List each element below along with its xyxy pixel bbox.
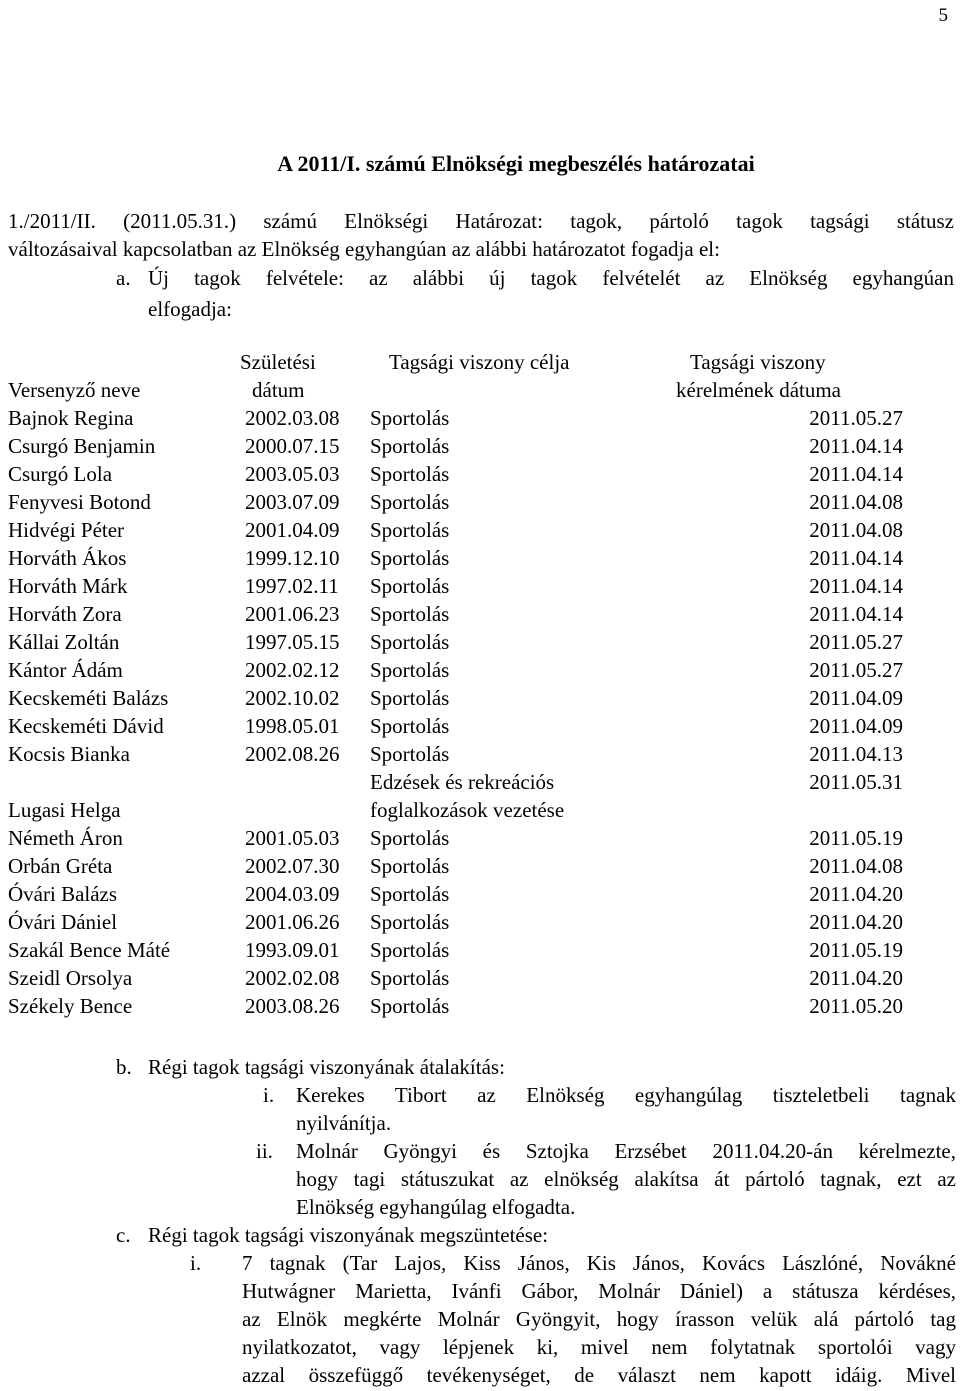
cell-request-date: 2011.04.09 xyxy=(809,714,903,738)
cell-request-date: 2011.04.14 xyxy=(809,462,903,486)
cell-purpose: Sportolás xyxy=(370,658,450,682)
section-c-i-line-5: azzal összefüggő tevékenységet, de választ nem kapott idáig. Mivel xyxy=(242,1363,956,1387)
section-b-ii-line-1: Molnár Gyöngyi és Sztojka Erzsébet 2011.04.20-án kérelmezte, xyxy=(296,1139,956,1163)
cell-purpose: Sportolás xyxy=(370,826,450,850)
cell-request-date: 2011.04.08 xyxy=(809,490,903,514)
cell-birth-date: 2002.02.12 xyxy=(245,658,340,682)
cell-birth-date: 2004.03.09 xyxy=(245,882,340,906)
cell-purpose: Sportolás xyxy=(370,434,450,458)
cell-purpose: Sportolás xyxy=(370,546,450,570)
cell-purpose: Sportolás xyxy=(370,602,450,626)
cell-birth-date: 2002.08.26 xyxy=(245,742,340,766)
cell-name: Fenyvesi Botond xyxy=(8,490,151,514)
table-row xyxy=(0,488,960,516)
cell-purpose: foglalkozások vezetése xyxy=(370,798,565,822)
cell-birth-date: 2003.05.03 xyxy=(245,462,340,486)
cell-birth-date: 2002.02.08 xyxy=(245,966,340,990)
table-row xyxy=(0,740,960,768)
table-row xyxy=(0,936,960,964)
cell-request-date: 2011.05.27 xyxy=(809,406,903,430)
table-row xyxy=(0,796,960,824)
page-title: A 2011/I. számú Elnökségi megbeszélés határozatai xyxy=(277,151,755,176)
cell-request-date: 2011.05.20 xyxy=(809,994,903,1018)
cell-purpose: Edzések és rekreációs xyxy=(370,770,555,794)
cell-name: Németh Áron xyxy=(8,826,123,850)
table-row xyxy=(0,404,960,432)
cell-purpose: Sportolás xyxy=(370,882,450,906)
cell-name: Óvári Balázs xyxy=(8,882,118,906)
section-b-marker: b. xyxy=(116,1055,132,1079)
table-row xyxy=(0,908,960,936)
cell-purpose: Sportolás xyxy=(370,714,450,738)
cell-birth-date: 1997.02.11 xyxy=(245,574,339,598)
cell-request-date: 2011.04.20 xyxy=(809,966,903,990)
cell-purpose: Sportolás xyxy=(370,490,450,514)
header-birth-line-1: Születési xyxy=(240,350,316,374)
cell-birth-date: 2001.05.03 xyxy=(245,826,340,850)
table-row xyxy=(0,880,960,908)
section-b-i-marker: i. xyxy=(263,1083,275,1107)
cell-name: Kántor Ádám xyxy=(8,658,123,682)
cell-request-date: 2011.04.08 xyxy=(809,854,903,878)
cell-request-date: 2011.05.27 xyxy=(809,630,903,654)
cell-name: Szeidl Orsolya xyxy=(8,966,133,990)
table-row xyxy=(0,712,960,740)
cell-name: Kocsis Bianka xyxy=(8,742,130,766)
cell-purpose: Sportolás xyxy=(370,742,450,766)
cell-name: Csurgó Lola xyxy=(8,462,113,486)
cell-name: Horváth Márk xyxy=(8,574,128,598)
header-birth-line-2: dátum xyxy=(252,378,305,402)
section-c-marker: c. xyxy=(116,1223,131,1247)
header-date-line-2: kérelmének dátuma xyxy=(676,378,842,402)
item-a-line-2: elfogadja: xyxy=(148,297,232,321)
section-c-i-line-3: az Elnök megkérte Molnár Gyöngyit, hogy írasson velük alá pártoló tag xyxy=(242,1307,956,1331)
cell-purpose: Sportolás xyxy=(370,518,450,542)
table-row xyxy=(0,432,960,460)
section-b-ii-line-2: hogy tagi státuszukat az elnökség alakítsa át pártoló tagnak, ezt az xyxy=(296,1167,956,1191)
cell-purpose: Sportolás xyxy=(370,966,450,990)
section-b-ii-marker: ii. xyxy=(256,1139,273,1163)
item-a-marker: a. xyxy=(116,266,131,290)
header-purpose: Tagsági viszony célja xyxy=(389,350,570,374)
section-b-ii-line-3: Elnökség egyhangúlag elfogadta. xyxy=(296,1195,576,1219)
cell-request-date: 2011.04.08 xyxy=(809,518,903,542)
cell-name: Székely Bence xyxy=(8,994,133,1018)
cell-request-date: 2011.05.19 xyxy=(809,826,903,850)
cell-purpose: Sportolás xyxy=(370,406,450,430)
cell-birth-date: 2001.06.26 xyxy=(245,910,340,934)
intro-line-2: változásaival kapcsolatban az Elnökség egyhangúan az alábbi határozatot fogadja el: xyxy=(8,237,720,261)
cell-request-date: 2011.04.14 xyxy=(809,574,903,598)
cell-request-date: 2011.04.20 xyxy=(809,882,903,906)
cell-name: Csurgó Benjamin xyxy=(8,434,156,458)
cell-name: Kecskeméti Dávid xyxy=(8,714,164,738)
cell-request-date: 2011.04.14 xyxy=(809,602,903,626)
cell-birth-date: 1999.12.10 xyxy=(245,546,340,570)
cell-birth-date: 2002.07.30 xyxy=(245,854,340,878)
cell-name: Orbán Gréta xyxy=(8,854,113,878)
table-row xyxy=(0,460,960,488)
section-b-heading: Régi tagok tagsági viszonyának átalakítás: xyxy=(148,1055,505,1079)
cell-birth-date: 1998.05.01 xyxy=(245,714,340,738)
cell-name: Hidvégi Péter xyxy=(8,518,125,542)
header-name: Versenyző neve xyxy=(8,378,141,402)
section-c-i-line-1: 7 tagnak (Tar Lajos, Kiss János, Kis János, Kovács Lászlóné, Novákné xyxy=(242,1251,956,1275)
section-c-i-marker: i. xyxy=(190,1251,202,1275)
cell-name: Szakál Bence Máté xyxy=(8,938,171,962)
intro-line-1: 1./2011/II. (2011.05.31.) számú Elnökségi Határozat: tagok, pártoló tagok tagsági státusz xyxy=(8,209,954,233)
table-row xyxy=(0,544,960,572)
cell-request-date: 2011.05.19 xyxy=(809,938,903,962)
cell-name: Kecskeméti Balázs xyxy=(8,686,169,710)
cell-purpose: Sportolás xyxy=(370,574,450,598)
cell-birth-date: 2002.10.02 xyxy=(245,686,340,710)
section-c-i-line-4: nyilatkozatot, vagy lépjenek ki, mivel nem folytatnak sportolói vagy xyxy=(242,1335,956,1359)
table-row xyxy=(0,964,960,992)
cell-name: Óvári Dániel xyxy=(8,910,118,934)
cell-request-date: 2011.04.14 xyxy=(809,434,903,458)
table-row xyxy=(0,516,960,544)
cell-purpose: Sportolás xyxy=(370,994,450,1018)
header-date-line-1: Tagsági viszony xyxy=(690,350,826,374)
table-row xyxy=(0,992,960,1020)
cell-name: Lugasi Helga xyxy=(8,798,121,822)
cell-name: Horváth Zora xyxy=(8,602,122,626)
table-row xyxy=(0,656,960,684)
cell-purpose: Sportolás xyxy=(370,938,450,962)
cell-name: Kállai Zoltán xyxy=(8,630,120,654)
cell-request-date: 2011.04.13 xyxy=(809,742,903,766)
cell-request-date: 2011.04.20 xyxy=(809,910,903,934)
section-c-i-line-2: Hutwágner Marietta, Ivánfi Gábor, Molnár Dániel) a státusza kérdéses, xyxy=(242,1279,956,1303)
cell-request-date: 2011.04.14 xyxy=(809,546,903,570)
table-row xyxy=(0,572,960,600)
section-c-heading: Régi tagok tagsági viszonyának megszüntetése: xyxy=(148,1223,549,1247)
cell-birth-date: 2003.08.26 xyxy=(245,994,340,1018)
cell-name: Bajnok Regina xyxy=(8,406,134,430)
cell-birth-date: 2003.07.09 xyxy=(245,490,340,514)
table-row xyxy=(0,628,960,656)
cell-purpose: Sportolás xyxy=(370,462,450,486)
cell-purpose: Sportolás xyxy=(370,910,450,934)
cell-birth-date: 2002.03.08 xyxy=(245,406,340,430)
table-row xyxy=(0,852,960,880)
cell-name: Horváth Ákos xyxy=(8,546,127,570)
table-row xyxy=(0,684,960,712)
section-b-i-line-2: nyilvánítja. xyxy=(296,1111,392,1135)
table-row xyxy=(0,600,960,628)
cell-purpose: Sportolás xyxy=(370,854,450,878)
cell-purpose: Sportolás xyxy=(370,686,450,710)
cell-birth-date: 2001.06.23 xyxy=(245,602,340,626)
cell-request-date: 2011.05.31 xyxy=(809,770,903,794)
table-row xyxy=(0,824,960,852)
cell-birth-date: 2000.07.15 xyxy=(245,434,340,458)
section-b-i-line-1: Kerekes Tibort az Elnökség egyhangúlag tiszteletbeli tagnak xyxy=(296,1083,956,1107)
cell-birth-date: 1993.09.01 xyxy=(245,938,340,962)
table-row xyxy=(0,768,960,796)
cell-request-date: 2011.05.27 xyxy=(809,658,903,682)
item-a-line-1: Új tagok felvétele: az alábbi új tagok felvételét az Elnökség egyhangúan xyxy=(148,266,954,290)
cell-purpose: Sportolás xyxy=(370,630,450,654)
cell-request-date: 2011.04.09 xyxy=(809,686,903,710)
cell-birth-date: 2001.04.09 xyxy=(245,518,340,542)
cell-birth-date: 1997.05.15 xyxy=(245,630,340,654)
page-number: 5 xyxy=(938,5,948,26)
